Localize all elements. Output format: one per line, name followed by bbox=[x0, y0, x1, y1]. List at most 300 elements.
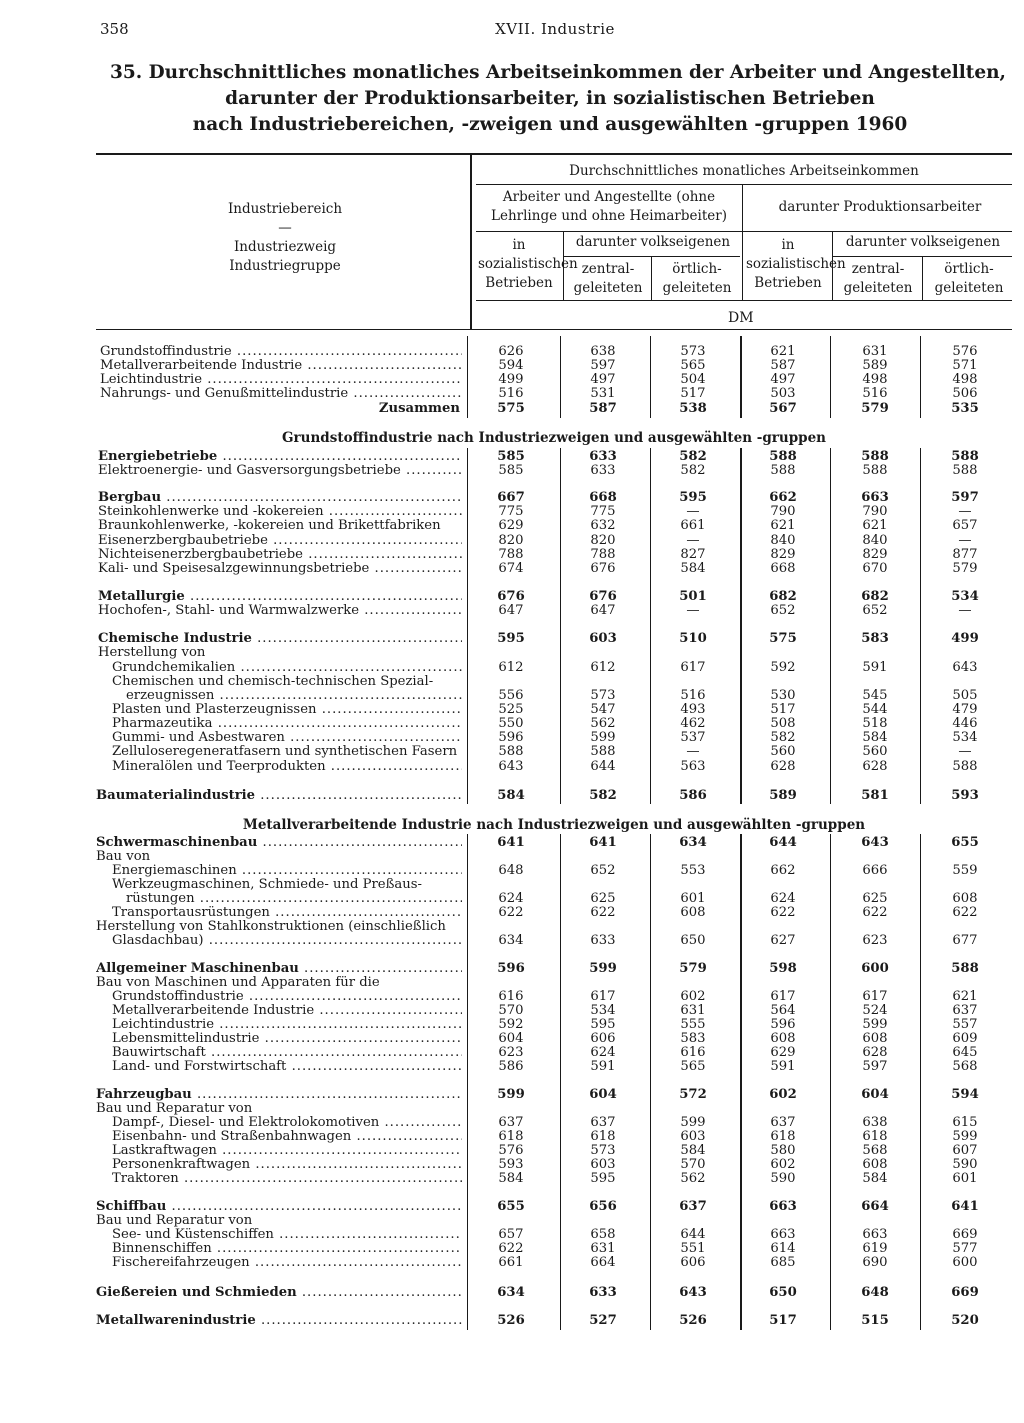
row-value: 594 bbox=[498, 358, 524, 373]
row-value: 531 bbox=[590, 386, 616, 401]
row-value: 588 bbox=[590, 744, 616, 759]
row-value: 652 bbox=[590, 863, 616, 878]
row-value: 584 bbox=[862, 730, 888, 745]
row-value: 593 bbox=[498, 1157, 524, 1172]
row-value: 622 bbox=[952, 905, 978, 920]
row-value: 618 bbox=[498, 1129, 524, 1144]
row-value: 579 bbox=[952, 561, 978, 576]
table-row bbox=[96, 1018, 1012, 1032]
row-value: 599 bbox=[589, 961, 617, 976]
row-value: 829 bbox=[862, 547, 888, 562]
row-label: Grundstoffindustrie ..... bbox=[100, 345, 462, 359]
table-row bbox=[96, 850, 1012, 864]
row-value: 668 bbox=[589, 490, 617, 505]
row-value: 641 bbox=[951, 1199, 979, 1214]
row-value: 501 bbox=[679, 589, 707, 604]
row-value: 597 bbox=[951, 490, 979, 505]
row-value: 633 bbox=[589, 1285, 617, 1300]
row-value: 591 bbox=[862, 660, 888, 675]
table-title bbox=[110, 60, 1006, 138]
row-label: Hochofen-, Stahl- und Warmwalzwerke ..... bbox=[98, 604, 462, 618]
row-value: 582 bbox=[770, 730, 796, 745]
row-value: 669 bbox=[952, 1227, 978, 1242]
row-value: 602 bbox=[769, 1087, 797, 1102]
row-value: 621 bbox=[770, 518, 796, 533]
row-value: 584 bbox=[862, 1171, 888, 1186]
row-value: 599 bbox=[952, 1129, 978, 1144]
row-value: 516 bbox=[862, 386, 888, 401]
page-number: 358 bbox=[100, 20, 129, 38]
row-label: Metallverarbeitende Industrie ..... bbox=[112, 1004, 462, 1018]
row-label: Mineralölen und Teerprodukten ..... bbox=[112, 760, 462, 774]
row-label: erzeugnissen ..... bbox=[126, 689, 462, 703]
row-value: 634 bbox=[679, 835, 707, 850]
row-label: Bergbau ..... bbox=[98, 491, 462, 505]
row-value: 589 bbox=[862, 358, 888, 373]
row-value: 652 bbox=[770, 603, 796, 618]
row-value: 555 bbox=[680, 1017, 706, 1032]
row-value: 612 bbox=[498, 660, 524, 675]
row-value: 658 bbox=[590, 1227, 616, 1242]
row-value: 565 bbox=[680, 1059, 706, 1074]
row-value: 596 bbox=[498, 730, 524, 745]
header-divider bbox=[470, 155, 472, 329]
row-value: 633 bbox=[590, 463, 616, 478]
row-value: 775 bbox=[498, 504, 524, 519]
row-label: Grundstoffindustrie ..... bbox=[112, 990, 462, 1004]
header-oertlich-b: örtlich- geleiteten bbox=[934, 261, 1004, 296]
row-value: 595 bbox=[497, 631, 525, 646]
row-value: — bbox=[958, 533, 972, 548]
row-value: 571 bbox=[952, 358, 978, 373]
row-value: 583 bbox=[680, 1031, 706, 1046]
row-value: 669 bbox=[951, 1285, 979, 1300]
row-value: 505 bbox=[952, 688, 978, 703]
table-row bbox=[96, 1200, 1012, 1214]
row-label: Lastkraftwagen ..... bbox=[112, 1144, 462, 1158]
row-value: 650 bbox=[680, 933, 706, 948]
row-value: 525 bbox=[498, 702, 524, 717]
row-value: 631 bbox=[862, 344, 888, 359]
header-rule bbox=[476, 184, 1012, 185]
row-value: 664 bbox=[590, 1255, 616, 1270]
row-value: 563 bbox=[680, 759, 706, 774]
row-value: 621 bbox=[862, 518, 888, 533]
row-value: 588 bbox=[862, 463, 888, 478]
row-label: Kali- und Speisesalzgewinnungsbetriebe ..... bbox=[98, 562, 462, 576]
row-value: 637 bbox=[952, 1003, 978, 1018]
row-value: 595 bbox=[679, 490, 707, 505]
row-label: Schwermaschinenbau ..... bbox=[96, 836, 462, 850]
row-value: 579 bbox=[679, 961, 707, 976]
row-value: 550 bbox=[498, 716, 524, 731]
row-value: 588 bbox=[861, 449, 889, 464]
row-value: 602 bbox=[680, 989, 706, 1004]
stub-header-line: Industriebereich bbox=[227, 201, 343, 217]
row-label: Bau und Reparatur von bbox=[96, 1102, 253, 1116]
row-value: 596 bbox=[497, 961, 525, 976]
row-value: 497 bbox=[770, 372, 796, 387]
row-value: 664 bbox=[861, 1199, 889, 1214]
header-soz-a: in sozialistischen Betrieben bbox=[478, 237, 578, 291]
row-value: 559 bbox=[952, 863, 978, 878]
row-value: 617 bbox=[590, 989, 616, 1004]
row-value: 520 bbox=[951, 1313, 979, 1328]
row-value: 537 bbox=[680, 730, 706, 745]
row-value: 788 bbox=[590, 547, 616, 562]
row-value: 609 bbox=[952, 1031, 978, 1046]
table-row bbox=[96, 373, 1012, 387]
table-row bbox=[96, 836, 1012, 850]
table-row bbox=[96, 661, 1012, 675]
row-value: 586 bbox=[498, 1059, 524, 1074]
row-value: — bbox=[958, 744, 972, 759]
row-value: — bbox=[686, 504, 700, 519]
row-label: Pharmazeutika ..... bbox=[112, 717, 462, 731]
row-value: 624 bbox=[590, 1045, 616, 1060]
table-row bbox=[96, 976, 1012, 990]
row-value: 622 bbox=[498, 1241, 524, 1256]
row-value: 556 bbox=[498, 688, 524, 703]
row-value: 647 bbox=[498, 603, 524, 618]
row-value: 604 bbox=[498, 1031, 524, 1046]
row-label: Metallurgie ..... bbox=[98, 590, 462, 604]
row-value: 629 bbox=[498, 518, 524, 533]
row-value: 601 bbox=[952, 1171, 978, 1186]
row-value: 538 bbox=[679, 401, 707, 416]
row-label: Glasdachbau) ..... bbox=[112, 934, 462, 948]
row-value: 634 bbox=[497, 1285, 525, 1300]
row-label: Chemischen und chemisch-technischen Spezial- bbox=[112, 675, 434, 689]
row-value: 637 bbox=[498, 1115, 524, 1130]
row-value: 591 bbox=[590, 1059, 616, 1074]
row-value: 590 bbox=[770, 1171, 796, 1186]
row-value: 575 bbox=[769, 631, 797, 646]
table-row bbox=[96, 590, 1012, 604]
row-value: 582 bbox=[589, 788, 617, 803]
stub-header bbox=[100, 200, 470, 276]
row-value: 644 bbox=[680, 1227, 706, 1242]
row-value: 608 bbox=[862, 1157, 888, 1172]
table-row bbox=[96, 864, 1012, 878]
table-row bbox=[96, 1032, 1012, 1046]
row-value: 643 bbox=[861, 835, 889, 850]
header-group-a: Arbeiter und Angestellte (ohne Lehrlinge und ohne Heimarbeiter) bbox=[491, 189, 727, 224]
table-row bbox=[96, 402, 1012, 416]
row-label: Eisenerzbergbaubetriebe ..... bbox=[98, 534, 462, 548]
row-value: 582 bbox=[679, 449, 707, 464]
row-value: 637 bbox=[590, 1115, 616, 1130]
row-label: Leichtindustrie ..... bbox=[100, 373, 462, 387]
row-value: 517 bbox=[680, 386, 706, 401]
table-row bbox=[96, 760, 1012, 774]
row-value: 608 bbox=[680, 905, 706, 920]
running-title: XVII. Industrie bbox=[495, 20, 615, 38]
table-row bbox=[96, 1088, 1012, 1102]
row-value: 616 bbox=[498, 989, 524, 1004]
row-label: Energiebetriebe ..... bbox=[98, 450, 462, 464]
row-value: 588 bbox=[951, 449, 979, 464]
row-value: 637 bbox=[770, 1115, 796, 1130]
row-value: 663 bbox=[862, 1227, 888, 1242]
row-value: 829 bbox=[770, 547, 796, 562]
row-value: 599 bbox=[590, 730, 616, 745]
row-label: Traktoren ..... bbox=[112, 1172, 462, 1186]
row-value: 598 bbox=[769, 961, 797, 976]
row-label: Fischereifahrzeugen ..... bbox=[112, 1256, 462, 1270]
row-value: 622 bbox=[498, 905, 524, 920]
row-value: 788 bbox=[498, 547, 524, 562]
row-value: 775 bbox=[590, 504, 616, 519]
row-value: 581 bbox=[861, 788, 889, 803]
row-value: 648 bbox=[861, 1285, 889, 1300]
row-value: 579 bbox=[861, 401, 889, 416]
row-value: 638 bbox=[590, 344, 616, 359]
row-value: 526 bbox=[679, 1313, 707, 1328]
row-label: Bauwirtschaft ..... bbox=[112, 1046, 462, 1060]
row-value: 840 bbox=[770, 533, 796, 548]
row-label: Gießereien und Schmieden ..... bbox=[96, 1286, 462, 1300]
row-value: 602 bbox=[770, 1157, 796, 1172]
row-value: 596 bbox=[770, 1017, 796, 1032]
row-value: 588 bbox=[769, 449, 797, 464]
row-label: Schiffbau ..... bbox=[96, 1200, 462, 1214]
row-value: 570 bbox=[498, 1003, 524, 1018]
stub-header-line: Industriegruppe bbox=[229, 258, 341, 274]
row-label: Baumaterialindustrie ..... bbox=[96, 789, 462, 803]
row-value: 655 bbox=[497, 1199, 525, 1214]
row-value: 597 bbox=[862, 1059, 888, 1074]
table-row bbox=[96, 906, 1012, 920]
table-row bbox=[96, 1004, 1012, 1018]
row-value: 608 bbox=[770, 1031, 796, 1046]
table-row bbox=[96, 359, 1012, 373]
row-value: 499 bbox=[498, 372, 524, 387]
table-row bbox=[96, 632, 1012, 646]
header-zentral-a: zentral- geleiteten bbox=[573, 261, 643, 296]
row-value: 583 bbox=[861, 631, 889, 646]
row-value: 674 bbox=[498, 561, 524, 576]
row-value: 553 bbox=[680, 863, 706, 878]
row-value: 527 bbox=[589, 1313, 617, 1328]
row-value: 676 bbox=[589, 589, 617, 604]
row-value: 628 bbox=[770, 759, 796, 774]
row-value: 587 bbox=[589, 401, 617, 416]
table-row bbox=[96, 1158, 1012, 1172]
row-label: Lebensmittelindustrie ..... bbox=[112, 1032, 462, 1046]
row-value: 497 bbox=[590, 372, 616, 387]
row-value: 595 bbox=[590, 1171, 616, 1186]
row-value: 618 bbox=[770, 1129, 796, 1144]
row-value: 499 bbox=[951, 631, 979, 646]
table-row bbox=[96, 1130, 1012, 1144]
header-divider bbox=[651, 256, 652, 300]
table-row bbox=[96, 464, 1012, 478]
row-label: Werkzeugmaschinen, Schmiede- und Preßaus- bbox=[112, 878, 422, 892]
row-value: 506 bbox=[952, 386, 978, 401]
row-value: — bbox=[686, 603, 700, 618]
row-value: 562 bbox=[590, 716, 616, 731]
row-value: 585 bbox=[497, 449, 525, 464]
row-value: 582 bbox=[680, 463, 706, 478]
row-label: Energiemaschinen ..... bbox=[112, 864, 462, 878]
table-row bbox=[96, 387, 1012, 401]
row-label: Zusammen bbox=[378, 402, 460, 416]
row-value: 628 bbox=[862, 759, 888, 774]
row-value: 623 bbox=[498, 1045, 524, 1060]
table-row bbox=[96, 934, 1012, 948]
table-row bbox=[96, 717, 1012, 731]
row-value: 588 bbox=[951, 961, 979, 976]
row-value: 524 bbox=[862, 1003, 888, 1018]
row-value: 633 bbox=[590, 933, 616, 948]
row-value: 676 bbox=[590, 561, 616, 576]
row-value: 877 bbox=[952, 547, 978, 562]
table-row bbox=[96, 505, 1012, 519]
table-row bbox=[96, 562, 1012, 576]
table-row bbox=[96, 1060, 1012, 1074]
row-value: 604 bbox=[861, 1087, 889, 1102]
row-value: 526 bbox=[497, 1313, 525, 1328]
row-value: 518 bbox=[862, 716, 888, 731]
row-value: 652 bbox=[862, 603, 888, 618]
table-row bbox=[96, 675, 1012, 689]
row-value: 462 bbox=[680, 716, 706, 731]
row-value: 599 bbox=[680, 1115, 706, 1130]
row-label: Plasten und Plasterzeugnissen ..... bbox=[112, 703, 462, 717]
row-value: 629 bbox=[770, 1045, 796, 1060]
row-label: Leichtindustrie ..... bbox=[112, 1018, 462, 1032]
row-value: 657 bbox=[952, 518, 978, 533]
row-label: Chemische Industrie ..... bbox=[98, 632, 462, 646]
table-row bbox=[96, 703, 1012, 717]
row-value: 599 bbox=[862, 1017, 888, 1032]
stub-header-line: Industriezweig bbox=[233, 239, 337, 255]
table-row bbox=[96, 920, 1012, 934]
table-row bbox=[96, 534, 1012, 548]
table-row bbox=[96, 731, 1012, 745]
row-value: 560 bbox=[770, 744, 796, 759]
row-value: 588 bbox=[498, 744, 524, 759]
header-soz-b: in sozialistischen Betrieben bbox=[746, 237, 846, 291]
row-value: 690 bbox=[862, 1255, 888, 1270]
row-value: 621 bbox=[770, 344, 796, 359]
table-row bbox=[96, 1214, 1012, 1228]
stub-header-dash: — bbox=[278, 220, 292, 236]
row-value: — bbox=[958, 504, 972, 519]
row-value: — bbox=[686, 533, 700, 548]
row-value: 545 bbox=[862, 688, 888, 703]
row-value: 589 bbox=[769, 788, 797, 803]
row-value: 668 bbox=[770, 561, 796, 576]
row-value: 577 bbox=[952, 1241, 978, 1256]
row-value: 592 bbox=[770, 660, 796, 675]
table-row bbox=[96, 962, 1012, 976]
row-value: 616 bbox=[680, 1045, 706, 1060]
header-rule bbox=[564, 256, 740, 257]
row-value: 584 bbox=[498, 1171, 524, 1186]
row-value: 637 bbox=[679, 1199, 707, 1214]
row-label: Nichteisenerzbergbaubetriebe ..... bbox=[98, 548, 462, 562]
table-row bbox=[96, 1102, 1012, 1116]
row-value: 677 bbox=[952, 933, 978, 948]
row-value: 597 bbox=[590, 358, 616, 373]
table-row bbox=[96, 1256, 1012, 1270]
table-row bbox=[96, 604, 1012, 618]
row-value: 580 bbox=[770, 1143, 796, 1158]
row-value: 612 bbox=[590, 660, 616, 675]
row-value: 594 bbox=[951, 1087, 979, 1102]
row-value: 623 bbox=[862, 933, 888, 948]
row-label: Dampf-, Diesel- und Elektrolokomotiven ..... bbox=[112, 1116, 462, 1130]
row-label: Gummi- und Asbestwaren ..... bbox=[112, 731, 462, 745]
row-value: 446 bbox=[952, 716, 978, 731]
row-label: Zelluloseregeneratfasern und synthetischen Fasern bbox=[112, 745, 458, 759]
row-value: 570 bbox=[680, 1157, 706, 1172]
row-value: 503 bbox=[770, 386, 796, 401]
row-label: rüstungen ..... bbox=[126, 892, 462, 906]
row-value: 648 bbox=[498, 863, 524, 878]
row-value: 625 bbox=[862, 891, 888, 906]
row-value: 564 bbox=[770, 1003, 796, 1018]
row-value: 601 bbox=[680, 891, 706, 906]
row-label: Allgemeiner Maschinenbau ..... bbox=[96, 962, 462, 976]
row-value: — bbox=[686, 744, 700, 759]
row-value: 587 bbox=[770, 358, 796, 373]
row-value: 619 bbox=[862, 1241, 888, 1256]
row-value: 622 bbox=[862, 905, 888, 920]
row-value: 607 bbox=[952, 1143, 978, 1158]
row-value: 575 bbox=[497, 401, 525, 416]
row-value: 603 bbox=[589, 631, 617, 646]
table-row bbox=[96, 789, 1012, 803]
table-title-line: nach Industriebereichen, -zweigen und ausgewählten -gruppen 1960 bbox=[192, 114, 908, 135]
row-value: 572 bbox=[679, 1087, 707, 1102]
header-rule bbox=[476, 231, 1012, 232]
page-header bbox=[100, 20, 1010, 42]
row-value: 608 bbox=[952, 891, 978, 906]
row-value: 661 bbox=[498, 1255, 524, 1270]
row-value: 557 bbox=[952, 1017, 978, 1032]
table-row bbox=[96, 1172, 1012, 1186]
row-value: 827 bbox=[680, 547, 706, 562]
header-bottom-rule bbox=[96, 329, 1012, 330]
row-value: 588 bbox=[952, 759, 978, 774]
header-top-rule bbox=[96, 153, 1012, 155]
table-row bbox=[96, 345, 1012, 359]
header-zentral-b: zentral- geleiteten bbox=[843, 261, 913, 296]
row-value: 498 bbox=[862, 372, 888, 387]
row-value: 641 bbox=[589, 835, 617, 850]
row-value: 516 bbox=[680, 688, 706, 703]
row-value: 591 bbox=[770, 1059, 796, 1074]
table-row bbox=[96, 1286, 1012, 1300]
row-value: 624 bbox=[498, 891, 524, 906]
row-value: 682 bbox=[861, 589, 889, 604]
row-value: 820 bbox=[498, 533, 524, 548]
header-main: Durchschnittliches monatliches Arbeitseinkommen bbox=[569, 163, 919, 179]
row-value: 588 bbox=[770, 463, 796, 478]
row-value: 644 bbox=[590, 759, 616, 774]
row-value: 628 bbox=[862, 1045, 888, 1060]
row-value: 626 bbox=[498, 344, 524, 359]
table-row bbox=[96, 1242, 1012, 1256]
row-label: Elektroenergie- und Gasversorgungsbetriebe ..... bbox=[98, 464, 462, 478]
row-value: 588 bbox=[952, 463, 978, 478]
table-row bbox=[96, 519, 1012, 533]
row-value: 655 bbox=[951, 835, 979, 850]
row-value: 534 bbox=[952, 730, 978, 745]
